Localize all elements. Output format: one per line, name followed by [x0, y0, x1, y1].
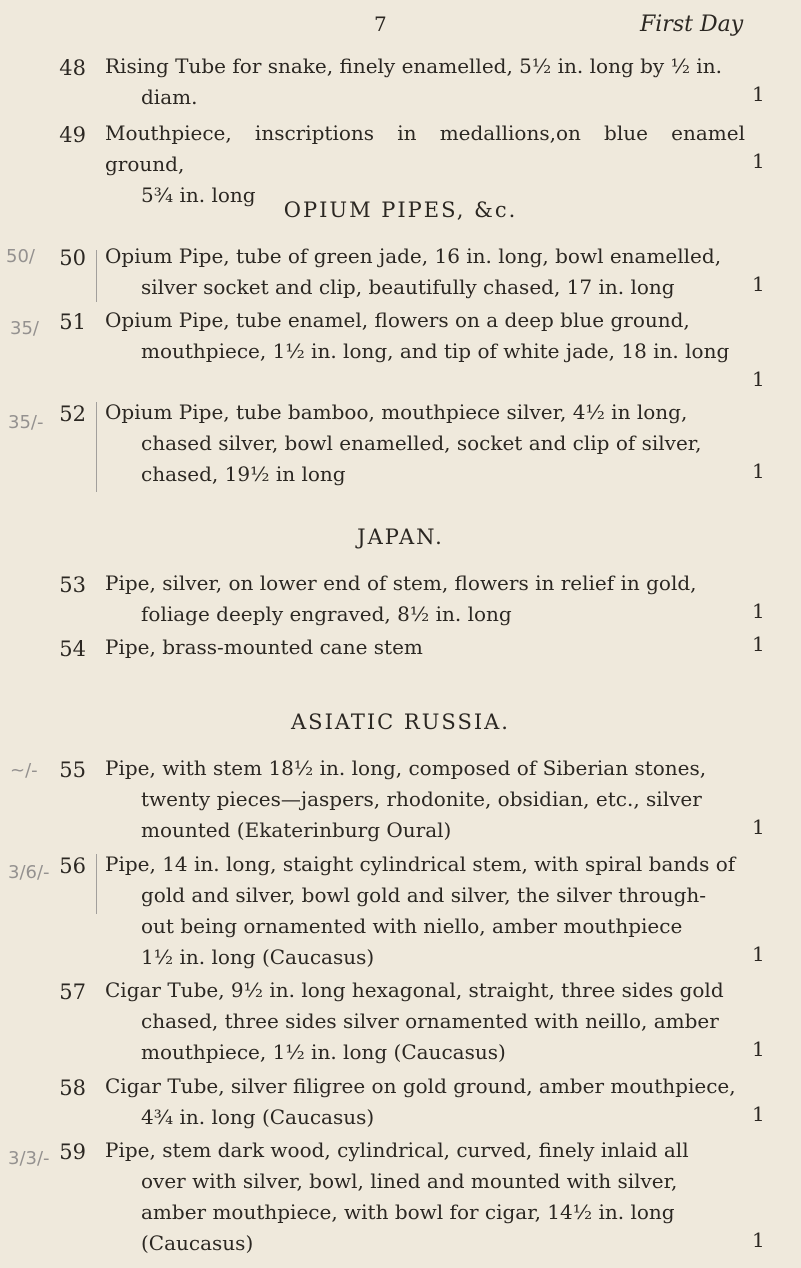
pencil-bracket — [96, 854, 97, 914]
lot-quantity: 1 — [752, 599, 765, 623]
lot-description: Pipe, stem dark wood, cylindrical, curved, finely inlaid all over with silver, bowl, lined and mounted with silver, amber mouthpiece, with bowl for cigar, 14½ in. long (Caucasus) — [105, 1138, 689, 1255]
pencil-bracket — [96, 250, 97, 302]
pencil-annotation-51: 35/ — [10, 318, 39, 339]
section-heading-opium-pipes: OPIUM PIPES, &c. — [283, 198, 518, 222]
lot-quantity: 1 — [752, 1102, 765, 1126]
lot-number: 58 — [59, 1076, 86, 1100]
lot-number: 49 — [59, 123, 86, 147]
page-number: 7 — [374, 12, 387, 36]
lot-quantity: 1 — [752, 82, 765, 106]
pencil-bracket — [96, 402, 97, 492]
lot-number: 52 — [59, 402, 86, 426]
lot-description: Pipe, with stem 18½ in. long, composed of Siberian stones, twenty pieces—jaspers, rhodonite, obsidian, etc., silver mounted (Ekaterinburg Oural) — [105, 756, 707, 842]
lot-description: Opium Pipe, tube bamboo, mouthpiece silver, 4½ in long, chased silver, bowl enamelled, socket and clip of silver, chased, 19½ in long — [105, 400, 702, 486]
lot-number: 53 — [59, 573, 86, 597]
lot-description: Opium Pipe, tube of green jade, 16 in. long, bowl enamelled, silver socket and clip, beautifully chased, 17 in. long — [105, 244, 722, 299]
lot-quantity: 1 — [752, 149, 765, 173]
page-header — [0, 12, 801, 42]
lot-number: 48 — [59, 56, 86, 80]
lot-description: Mouthpiece, inscriptions in medallions,on blue enamel ground, 5¾ in. long — [105, 121, 745, 207]
lot-number: 54 — [59, 637, 86, 661]
lot-number: 59 — [59, 1140, 86, 1164]
lot-description: Rising Tube for snake, finely enamelled, 5½ in. long by ½ in. diam. — [105, 54, 722, 109]
pencil-annotation-59: 3/3/- — [8, 1148, 50, 1169]
lot-quantity: 1 — [752, 459, 765, 483]
lot-quantity: 1 — [752, 1037, 765, 1061]
lot-number: 51 — [59, 310, 86, 334]
section-heading-asiatic-russia: ASIATIC RUSSIA. — [291, 710, 510, 734]
lot-description: Pipe, brass-mounted cane stem — [105, 635, 423, 659]
lot-number: 57 — [59, 980, 86, 1004]
lot-quantity: 1 — [752, 1228, 765, 1252]
lot-number: 55 — [59, 758, 86, 782]
lot-description: Opium Pipe, tube enamel, flowers on a deep blue ground, mouthpiece, 1½ in. long, and tip of white jade, 18 in. long — [105, 308, 730, 363]
running-title: First Day — [640, 12, 744, 37]
section-heading-japan: JAPAN. — [357, 525, 444, 549]
lot-number: 50 — [59, 246, 86, 270]
lot-description: Pipe, 14 in. long, staight cylindrical stem, with spiral bands of gold and silver, bowl gold and silver, the silver through- out being ornamented with niello, amber mouthpiece 1½ in. long (Caucasus) — [105, 852, 736, 969]
lot-quantity: 1 — [752, 815, 765, 839]
lot-quantity: 1 — [752, 632, 765, 656]
lot-description: Cigar Tube, 9½ in. long hexagonal, straight, three sides gold chased, three sides silver ornamented with neillo, amber mouthpiece, 1½ in. long (Caucasus) — [105, 978, 724, 1064]
lot-description: Cigar Tube, silver filigree on gold ground, amber mouthpiece, 4¾ in. long (Caucasus) — [105, 1074, 736, 1129]
lot-quantity: 1 — [752, 272, 765, 296]
pencil-annotation-55: ~/- — [10, 760, 38, 781]
pencil-annotation-50: 50/ — [6, 246, 35, 267]
lot-quantity: 1 — [752, 942, 765, 966]
pencil-annotation-56: 3/6/- — [8, 862, 50, 883]
lot-description: Pipe, silver, on lower end of stem, flowers in relief in gold, foliage deeply engraved, 8½ in. long — [105, 571, 697, 626]
lot-number: 56 — [59, 854, 86, 878]
lot-quantity: 1 — [752, 367, 765, 391]
pencil-annotation-52: 35/- — [8, 412, 44, 433]
